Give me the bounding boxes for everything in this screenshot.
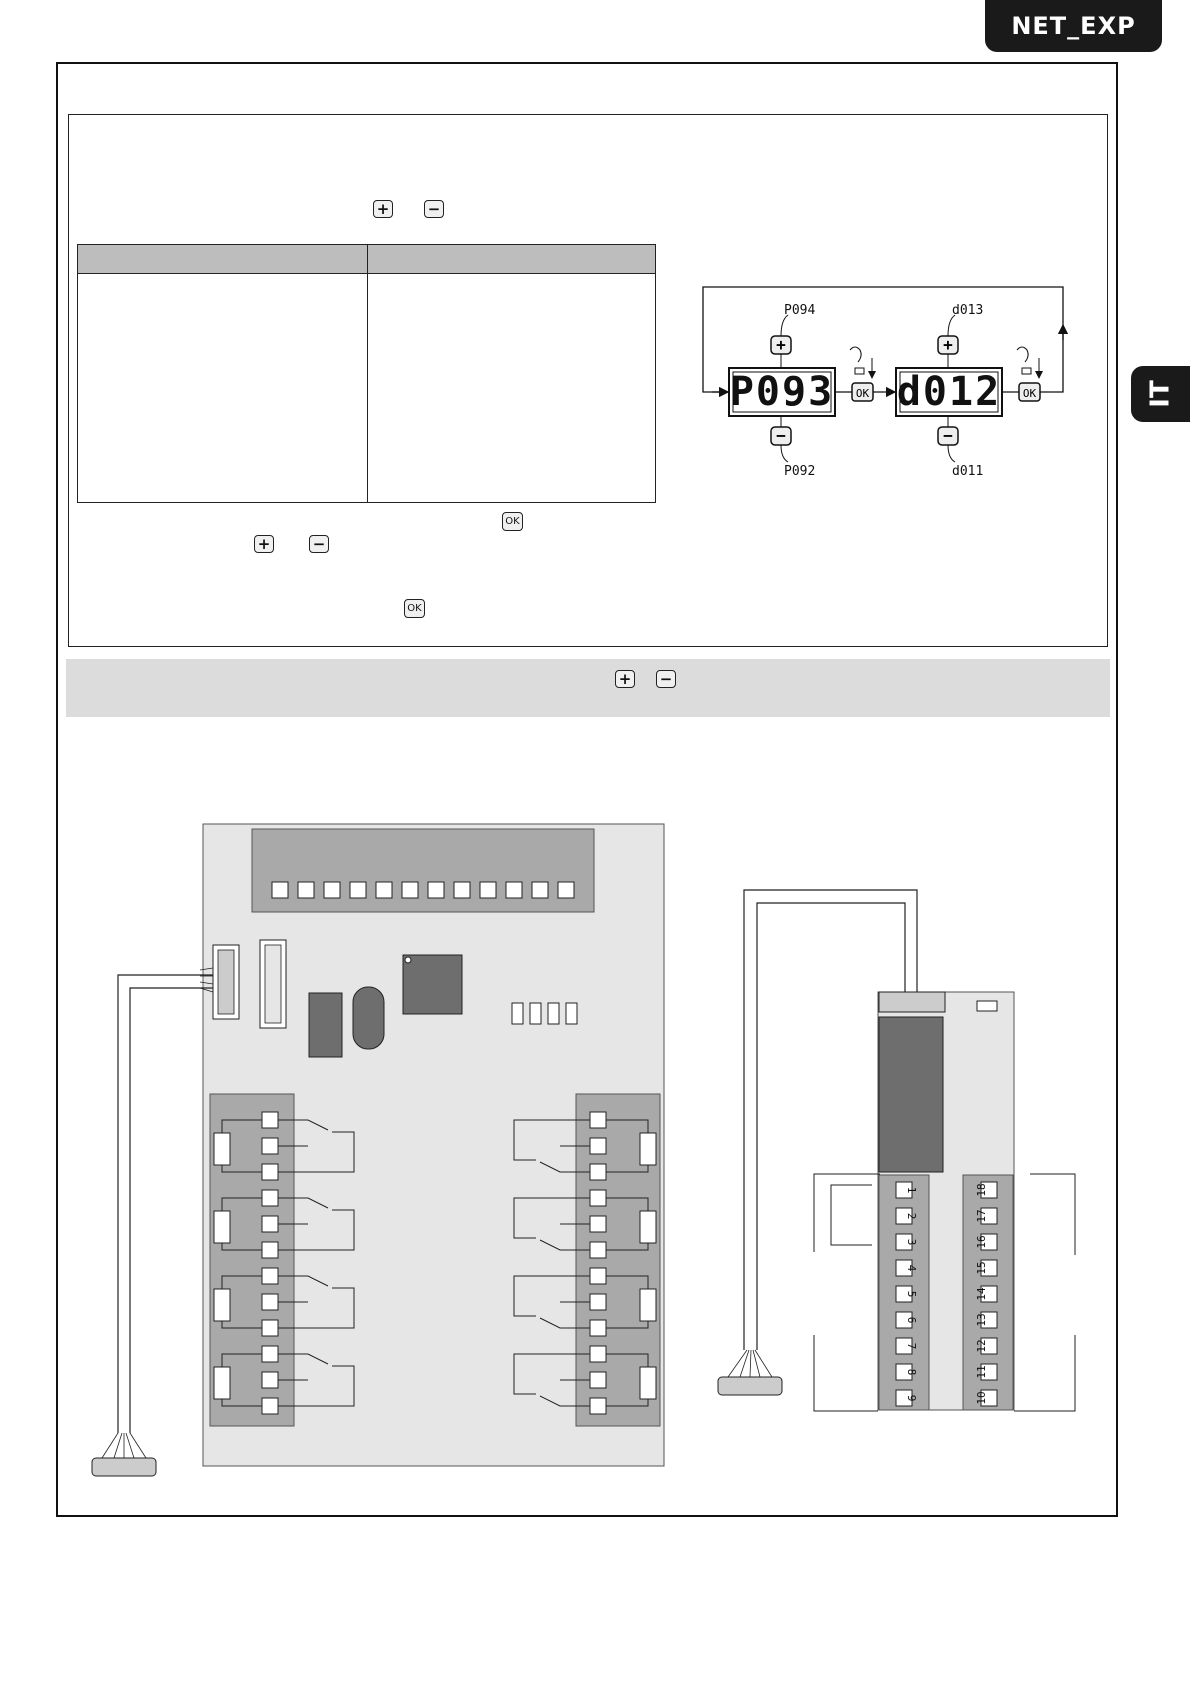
plus-key-icon: +	[776, 335, 786, 354]
minus-key-icon: −	[309, 535, 329, 553]
terminal-label: 2	[905, 1212, 918, 1220]
language-code: IT	[1145, 380, 1176, 408]
minus-key-icon: −	[776, 426, 786, 445]
product-label: NET_EXP	[1011, 12, 1136, 40]
ok-key-icon: OK	[855, 387, 870, 400]
table-cell-left	[78, 274, 368, 503]
value-prev: d011	[952, 464, 984, 479]
ok-key-icon: OK	[502, 512, 523, 531]
terminal-label: 12	[975, 1339, 988, 1353]
table-header-right	[368, 245, 656, 274]
terminal-label: 3	[905, 1238, 918, 1246]
language-tab[interactable]	[1131, 366, 1190, 422]
value-display: d012	[896, 369, 1002, 415]
product-label-tab	[985, 0, 1162, 52]
terminal-label: 11	[975, 1365, 988, 1379]
terminal-label: 4	[905, 1264, 918, 1272]
terminal-label: 5	[905, 1290, 918, 1298]
ok-key-icon: OK	[404, 599, 425, 618]
plus-key-icon: +	[943, 335, 953, 354]
expansion-board-diagram	[80, 810, 680, 1490]
ok-key-icon: OK	[1022, 387, 1037, 400]
parameter-table	[77, 244, 656, 503]
terminal-label: 16	[975, 1235, 988, 1249]
display-navigation-diagram	[700, 280, 1080, 490]
minus-key-icon: −	[424, 200, 444, 218]
parameter-display: P093	[729, 369, 835, 415]
plus-key-icon: +	[615, 670, 635, 688]
terminal-label: 13	[975, 1313, 988, 1327]
terminal-label: 6	[905, 1316, 918, 1324]
terminal-label: 8	[905, 1368, 918, 1376]
parameter-prev: P092	[784, 464, 816, 479]
hand-press-icon	[850, 347, 861, 362]
terminal-label: 1	[905, 1186, 918, 1194]
plus-key-icon: +	[254, 535, 274, 553]
connector-icon	[92, 1458, 156, 1476]
terminal-label: 9	[905, 1394, 918, 1402]
terminal-label: 18	[975, 1183, 988, 1197]
table-cell-right	[368, 274, 656, 503]
terminal-label: 14	[975, 1287, 988, 1301]
note-band	[66, 659, 1110, 717]
minus-key-icon: −	[656, 670, 676, 688]
minus-key-icon: −	[943, 426, 953, 445]
terminal-label: 15	[975, 1261, 988, 1275]
parameter-next: P094	[784, 303, 816, 318]
control-unit-diagram	[700, 880, 1100, 1440]
terminal-label: 17	[975, 1209, 988, 1223]
connector-icon	[718, 1377, 782, 1395]
plus-key-icon: +	[373, 200, 393, 218]
terminal-label: 10	[975, 1391, 988, 1405]
value-next: d013	[952, 303, 984, 318]
terminal-label: 7	[905, 1342, 918, 1350]
hand-press-icon	[1017, 347, 1028, 362]
table-header-left	[78, 245, 368, 274]
